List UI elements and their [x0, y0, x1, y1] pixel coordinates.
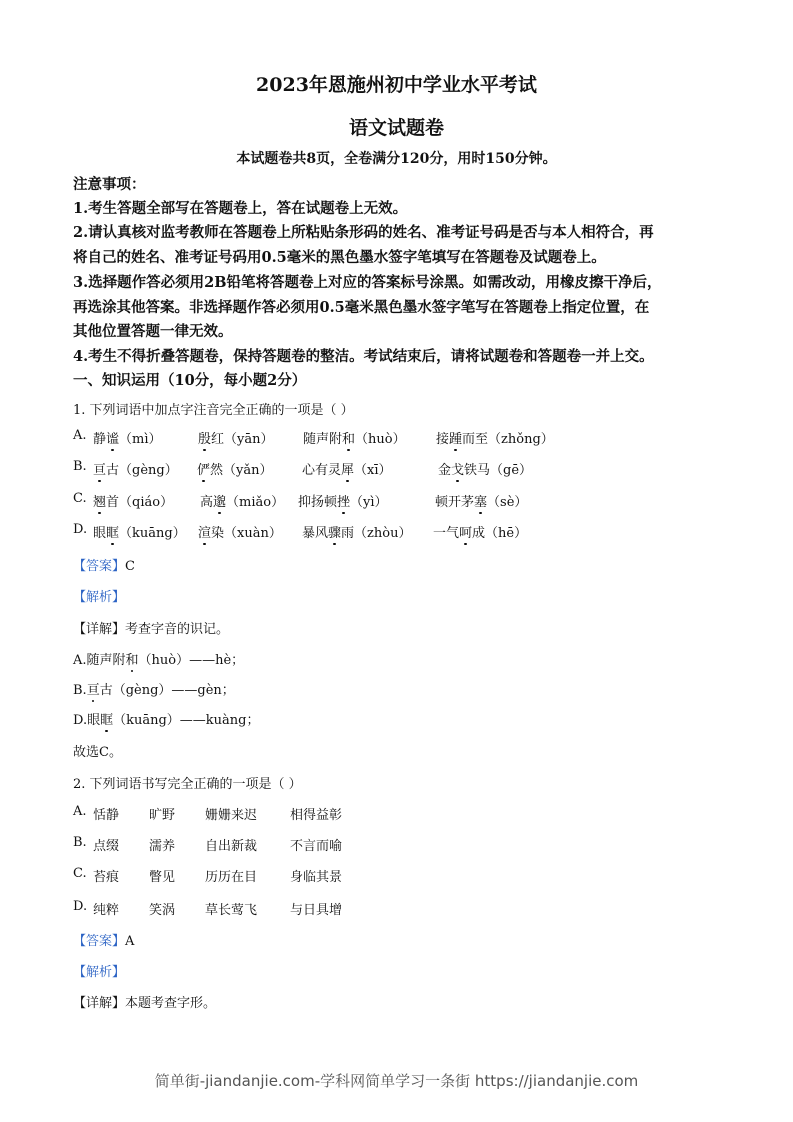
option-word: 点缀 — [93, 839, 120, 854]
option-word: 静谧（mì） — [93, 432, 162, 447]
footer-watermark: 简单街-jiandanjie.com-学科网简单学习一条街 https://jiandanjie.com — [154, 1072, 639, 1090]
option-word: 瞥见 — [149, 870, 176, 885]
correction-d: D.眼眶（kuāng）——kuàng； — [73, 713, 260, 728]
option-label: C. — [73, 866, 87, 881]
detail-2: 【详解】本题考查字形。 — [73, 996, 217, 1011]
notice-item-1: 1.考生答题全部写在答题卷上，答在试题卷上无效。 — [73, 200, 408, 217]
option-word: 随声附和（huò） — [303, 432, 406, 447]
analysis-1-tag: 【解析】 — [73, 590, 126, 605]
option-word: 一气呵成（hē） — [433, 526, 528, 541]
section-heading: 一、知识运用（10分，每小题2分） — [73, 372, 307, 389]
question-2-stem: 2. 下列词语书写完全正确的一项是（ ） — [73, 777, 302, 792]
option-label: B. — [73, 835, 87, 850]
option-label: B. — [73, 459, 87, 474]
option-word: 抑扬顿挫（yì） — [298, 495, 388, 510]
notice-item-3c: 其他位置答题一律无效。 — [73, 323, 233, 340]
option-word: 旷野 — [149, 808, 176, 823]
option-word: 不言而喻 — [290, 839, 343, 854]
option-word: 纯粹 — [93, 903, 120, 918]
option-word: 相得益彰 — [290, 808, 343, 823]
analysis-2-tag: 【解析】 — [73, 965, 126, 980]
option-label: D. — [73, 522, 88, 537]
correction-b: B.亘古（gèng）——gèn； — [73, 683, 235, 698]
option-label: A. — [73, 428, 87, 443]
option-word: 亘古（gèng） — [93, 463, 178, 478]
option-word: 姗姗来迟 — [205, 808, 258, 823]
paper-info: 本试题卷共8页，全卷满分120分，用时150分钟。 — [236, 151, 557, 167]
notice-item-2b: 将自己的姓名、准考证号码用0.5毫米的黑色墨水签字笔填写在答题卷及试题卷上。 — [73, 249, 606, 266]
option-word: 心有灵犀（xī） — [302, 463, 392, 478]
exam-title: 2023年恩施州初中学业水平考试 — [256, 74, 537, 96]
notice-item-3a: 3.选择题作答必须用2B铅笔将答题卷上对应的答案标号涂黑。如需改动，用橡皮擦干净后， — [73, 274, 662, 291]
option-word: 眼眶（kuāng） — [93, 526, 186, 541]
conclusion-1: 故选C。 — [73, 745, 122, 760]
option-word: 与日具增 — [290, 903, 343, 918]
notice-item-3b: 再选涂其他答案。非选择题作答必须用0.5毫米黑色墨水签字笔写在答题卷上指定位置，在 — [73, 299, 650, 316]
option-word: 暴风骤雨（zhòu） — [302, 526, 412, 541]
option-word: 金戈铁马（gē） — [438, 463, 533, 478]
option-word: 自出新裁 — [205, 839, 258, 854]
option-word: 恬静 — [93, 808, 120, 823]
notice-item-2a: 2.请认真核对监考教师在答题卷上所粘贴条形码的姓名、准考证号码是否与本人相符合，再 — [73, 224, 654, 241]
option-word: 历历在目 — [205, 870, 258, 885]
option-word: 濡养 — [149, 839, 176, 854]
option-word: 草长莺飞 — [205, 903, 258, 918]
option-word: 翘首（qiáo） — [93, 495, 174, 510]
option-label: A. — [73, 804, 87, 819]
option-label: C. — [73, 491, 87, 506]
option-word: 身临其景 — [290, 870, 343, 885]
option-word: 笑涡 — [149, 903, 176, 918]
answer-1: 【答案】C — [73, 559, 135, 574]
option-word: 渲染（xuàn） — [198, 526, 282, 541]
answer-2: 【答案】A — [73, 934, 135, 949]
paper-subtitle: 语文试题卷 — [348, 117, 444, 139]
detail-1: 【详解】考查字音的识记。 — [73, 622, 230, 637]
option-word: 高邈（miǎo） — [200, 495, 285, 510]
question-1-stem: 1. 下列词语中加点字注音完全正确的一项是（ ） — [73, 403, 354, 418]
option-word: 殷红（yān） — [198, 432, 274, 447]
option-label: D. — [73, 899, 88, 914]
notice-heading: 注意事项： — [73, 176, 146, 193]
option-word: 苔痕 — [93, 870, 120, 885]
option-word: 顿开茅塞（sè） — [435, 495, 528, 510]
notice-item-4: 4.考生不得折叠答题卷，保持答题卷的整洁。考试结束后，请将试题卷和答题卷一并上交。 — [73, 348, 654, 365]
correction-a: A.随声附和（huò）——hè； — [73, 653, 245, 668]
option-word: 俨然（yǎn） — [197, 463, 273, 478]
option-word: 接踵而至（zhǒng） — [436, 432, 554, 447]
